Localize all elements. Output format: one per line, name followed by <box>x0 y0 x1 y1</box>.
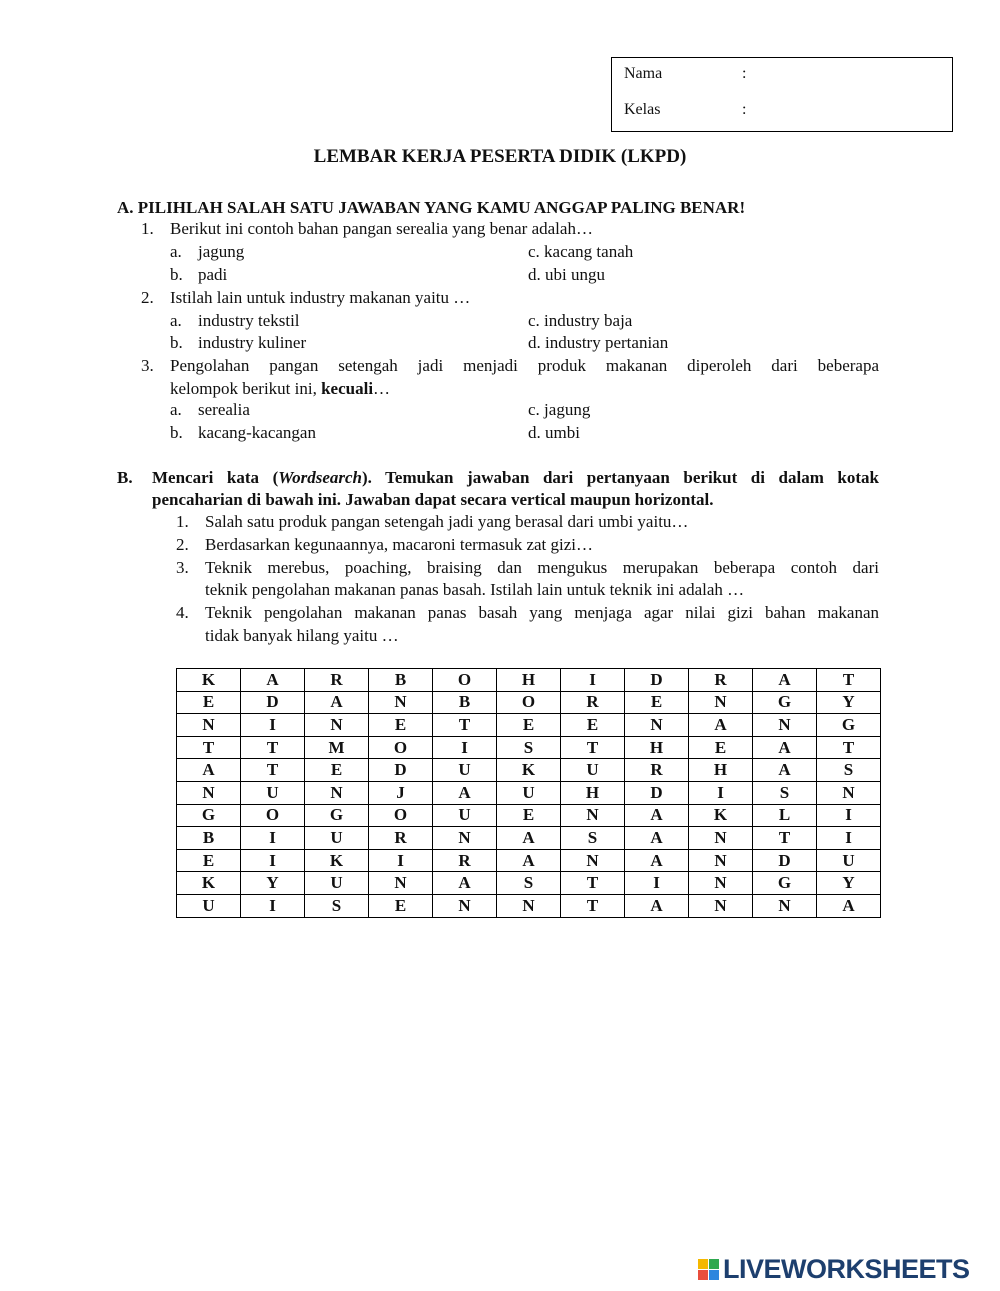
grid-cell: S <box>817 759 881 782</box>
grid-cell: E <box>625 691 689 714</box>
grid-cell: L <box>753 804 817 827</box>
option-b-text: padi <box>198 265 228 284</box>
grid-cell: Y <box>817 691 881 714</box>
grid-cell: U <box>433 804 497 827</box>
grid-cell: R <box>433 849 497 872</box>
class-row <box>624 101 746 119</box>
grid-cell: D <box>241 691 305 714</box>
grid-cell: N <box>689 691 753 714</box>
grid-cell: U <box>177 894 241 917</box>
grid-cell: N <box>433 894 497 917</box>
grid-cell: N <box>433 827 497 850</box>
option-b-letter: b. <box>170 333 183 352</box>
section-b-heading-post: ). Temukan jawaban dari pertanyaan berikut di dalam kotak <box>362 468 879 487</box>
grid-cell: Y <box>817 872 881 895</box>
grid-row <box>177 669 881 692</box>
grid-cell: B <box>177 827 241 850</box>
grid-cell: N <box>177 714 241 737</box>
option-d-text: d. umbi <box>528 423 580 442</box>
grid-cell: A <box>497 849 561 872</box>
grid-cell: B <box>369 669 433 692</box>
grid-cell: S <box>561 827 625 850</box>
question-text-pre: kelompok berikut ini, <box>170 379 322 398</box>
grid-cell: U <box>305 827 369 850</box>
question-text-line1: Pengolahan pangan setengah jadi menjadi produk makanan diperoleh dari beberapa <box>170 356 879 375</box>
option-b-text: kacang-kacangan <box>198 423 316 442</box>
grid-cell: T <box>561 872 625 895</box>
grid-cell: E <box>497 714 561 737</box>
grid-cell: S <box>497 872 561 895</box>
grid-cell: S <box>497 736 561 759</box>
section-b-letter: B. <box>117 468 133 487</box>
grid-row <box>177 894 881 917</box>
grid-cell: T <box>241 759 305 782</box>
grid-cell: O <box>433 669 497 692</box>
grid-cell: N <box>177 781 241 804</box>
grid-cell: T <box>177 736 241 759</box>
grid-cell: A <box>625 849 689 872</box>
grid-cell: D <box>625 669 689 692</box>
grid-row <box>177 759 881 782</box>
grid-cell: I <box>241 894 305 917</box>
grid-row <box>177 781 881 804</box>
logo-blocks-icon <box>698 1259 719 1280</box>
grid-cell: I <box>241 714 305 737</box>
name-colon: : <box>742 65 747 82</box>
grid-cell: N <box>625 714 689 737</box>
grid-cell: U <box>817 849 881 872</box>
grid-cell: G <box>817 714 881 737</box>
grid-cell: A <box>753 759 817 782</box>
question-text-line2 <box>170 379 390 399</box>
grid-cell: T <box>241 736 305 759</box>
question-text: Berikut ini contoh bahan pangan serealia yang benar adalah… <box>170 219 593 238</box>
section-b-heading-italic: Wordsearch <box>278 468 362 487</box>
grid-cell: N <box>753 714 817 737</box>
grid-cell: U <box>497 781 561 804</box>
grid-cell: A <box>689 714 753 737</box>
option-a-letter: a. <box>170 400 182 419</box>
class-label: Kelas <box>624 101 661 118</box>
question-text: Istilah lain untuk industry makanan yaitu … <box>170 288 471 307</box>
grid-cell: N <box>497 894 561 917</box>
grid-cell: D <box>753 849 817 872</box>
grid-cell: A <box>753 736 817 759</box>
grid-cell: E <box>497 804 561 827</box>
grid-cell: R <box>369 827 433 850</box>
question-text-line2: teknik pengolahan makanan panas basah. Istilah lain untuk teknik ini adalah … <box>205 580 745 599</box>
option-c-text: c. kacang tanah <box>528 242 634 261</box>
option-b-text: industry kuliner <box>198 333 307 352</box>
grid-cell: N <box>561 804 625 827</box>
grid-row <box>177 714 881 737</box>
grid-cell: H <box>625 736 689 759</box>
grid-cell: N <box>305 781 369 804</box>
grid-cell: T <box>561 894 625 917</box>
question-number: 3. <box>176 558 189 577</box>
grid-cell: U <box>433 759 497 782</box>
section-b-heading-line2: pencaharian di bawah ini. Jawaban dapat secara vertical maupun horizontal. <box>152 490 714 509</box>
grid-cell: H <box>561 781 625 804</box>
grid-cell: R <box>625 759 689 782</box>
grid-cell: K <box>497 759 561 782</box>
option-a-letter: a. <box>170 311 182 330</box>
grid-cell: U <box>241 781 305 804</box>
option-a-text: serealia <box>198 400 250 419</box>
grid-cell: E <box>561 714 625 737</box>
grid-cell: Y <box>241 872 305 895</box>
grid-cell: I <box>241 849 305 872</box>
grid-cell: T <box>817 736 881 759</box>
grid-cell: O <box>369 736 433 759</box>
grid-cell: E <box>177 691 241 714</box>
grid-cell: U <box>305 872 369 895</box>
question-number: 2. <box>176 535 189 554</box>
grid-cell: T <box>753 827 817 850</box>
option-b-letter: b. <box>170 265 183 284</box>
class-colon: : <box>742 101 747 118</box>
grid-cell: R <box>689 669 753 692</box>
grid-cell: H <box>689 759 753 782</box>
option-a-letter: a. <box>170 242 182 261</box>
grid-cell: S <box>305 894 369 917</box>
grid-cell: N <box>561 849 625 872</box>
grid-cell: G <box>305 804 369 827</box>
grid-row <box>177 736 881 759</box>
option-d-text: d. ubi ungu <box>528 265 605 284</box>
grid-cell: D <box>369 759 433 782</box>
grid-cell: D <box>625 781 689 804</box>
grid-cell: A <box>625 827 689 850</box>
grid-cell: N <box>689 827 753 850</box>
grid-cell: K <box>177 872 241 895</box>
grid-cell: N <box>369 872 433 895</box>
grid-cell: T <box>817 669 881 692</box>
grid-cell: J <box>369 781 433 804</box>
grid-cell: N <box>689 894 753 917</box>
student-info-box <box>611 57 953 132</box>
question-number: 1. <box>176 512 189 531</box>
wordsearch-grid <box>176 668 881 918</box>
grid-cell: A <box>305 691 369 714</box>
option-a-text: industry tekstil <box>198 311 300 330</box>
grid-row <box>177 804 881 827</box>
grid-cell: E <box>369 714 433 737</box>
option-b-letter: b. <box>170 423 183 442</box>
grid-cell: N <box>689 849 753 872</box>
grid-cell: E <box>177 849 241 872</box>
grid-cell: G <box>177 804 241 827</box>
grid-cell: I <box>817 804 881 827</box>
grid-cell: O <box>241 804 305 827</box>
grid-cell: N <box>689 872 753 895</box>
question-text: Berdasarkan kegunaannya, macaroni termasuk zat gizi… <box>205 535 594 554</box>
grid-cell: U <box>561 759 625 782</box>
grid-cell: A <box>433 781 497 804</box>
grid-cell: O <box>369 804 433 827</box>
grid-cell: S <box>753 781 817 804</box>
grid-cell: N <box>305 714 369 737</box>
grid-row <box>177 849 881 872</box>
option-a-text: jagung <box>198 242 245 261</box>
grid-cell: N <box>817 781 881 804</box>
grid-cell: A <box>625 894 689 917</box>
grid-cell: N <box>753 894 817 917</box>
grid-cell: I <box>561 669 625 692</box>
grid-cell: A <box>753 669 817 692</box>
section-b-heading-line1 <box>152 468 879 488</box>
grid-cell: I <box>369 849 433 872</box>
grid-cell: G <box>753 691 817 714</box>
grid-row <box>177 872 881 895</box>
grid-cell: E <box>305 759 369 782</box>
grid-cell: A <box>241 669 305 692</box>
section-a-heading: A. PILIHLAH SALAH SATU JAWABAN YANG KAMU ANGGAP PALING BENAR! <box>117 198 746 217</box>
grid-cell: I <box>817 827 881 850</box>
grid-cell: A <box>433 872 497 895</box>
question-text-emphasis: kecuali <box>321 379 374 398</box>
grid-cell: A <box>177 759 241 782</box>
grid-cell: R <box>305 669 369 692</box>
question-text-line1: Teknik pengolahan makanan panas basah yang menjaga agar nilai gizi bahan makanan <box>205 603 879 622</box>
grid-cell: K <box>689 804 753 827</box>
option-c-text: c. industry baja <box>528 311 633 330</box>
grid-cell: E <box>689 736 753 759</box>
grid-cell: A <box>817 894 881 917</box>
page-title: LEMBAR KERJA PESERTA DIDIK (LKPD) <box>313 146 687 167</box>
grid-row <box>177 827 881 850</box>
grid-cell: G <box>753 872 817 895</box>
option-c-text: c. jagung <box>528 400 591 419</box>
grid-cell: H <box>497 669 561 692</box>
grid-cell: M <box>305 736 369 759</box>
question-number: 4. <box>176 603 189 622</box>
grid-cell: T <box>433 714 497 737</box>
grid-cell: N <box>369 691 433 714</box>
question-number: 1. <box>141 219 154 238</box>
grid-cell: B <box>433 691 497 714</box>
question-number: 2. <box>141 288 154 307</box>
grid-row <box>177 691 881 714</box>
liveworksheets-logo <box>698 1254 970 1284</box>
question-text-line1: Teknik merebus, poaching, braising dan mengukus merupakan beberapa contoh dari <box>205 558 879 577</box>
grid-cell: A <box>625 804 689 827</box>
grid-cell: K <box>305 849 369 872</box>
grid-cell: I <box>241 827 305 850</box>
grid-cell: O <box>497 691 561 714</box>
grid-cell: I <box>689 781 753 804</box>
name-row <box>624 65 746 83</box>
name-label: Nama <box>624 65 663 82</box>
grid-cell: I <box>625 872 689 895</box>
section-b-heading-pre: Mencari kata ( <box>152 468 279 487</box>
question-number: 3. <box>141 356 154 375</box>
grid-cell: R <box>561 691 625 714</box>
logo-text: LIVEWORKSHEETS <box>723 1253 970 1284</box>
option-d-text: d. industry pertanian <box>528 333 669 352</box>
question-text-line2: tidak banyak hilang yaitu … <box>205 626 399 645</box>
grid-cell: I <box>433 736 497 759</box>
grid-cell: T <box>561 736 625 759</box>
question-text: Salah satu produk pangan setengah jadi yang berasal dari umbi yaitu… <box>205 512 689 531</box>
grid-cell: A <box>497 827 561 850</box>
question-text-post: … <box>373 379 391 398</box>
grid-cell: K <box>177 669 241 692</box>
grid-cell: E <box>369 894 433 917</box>
